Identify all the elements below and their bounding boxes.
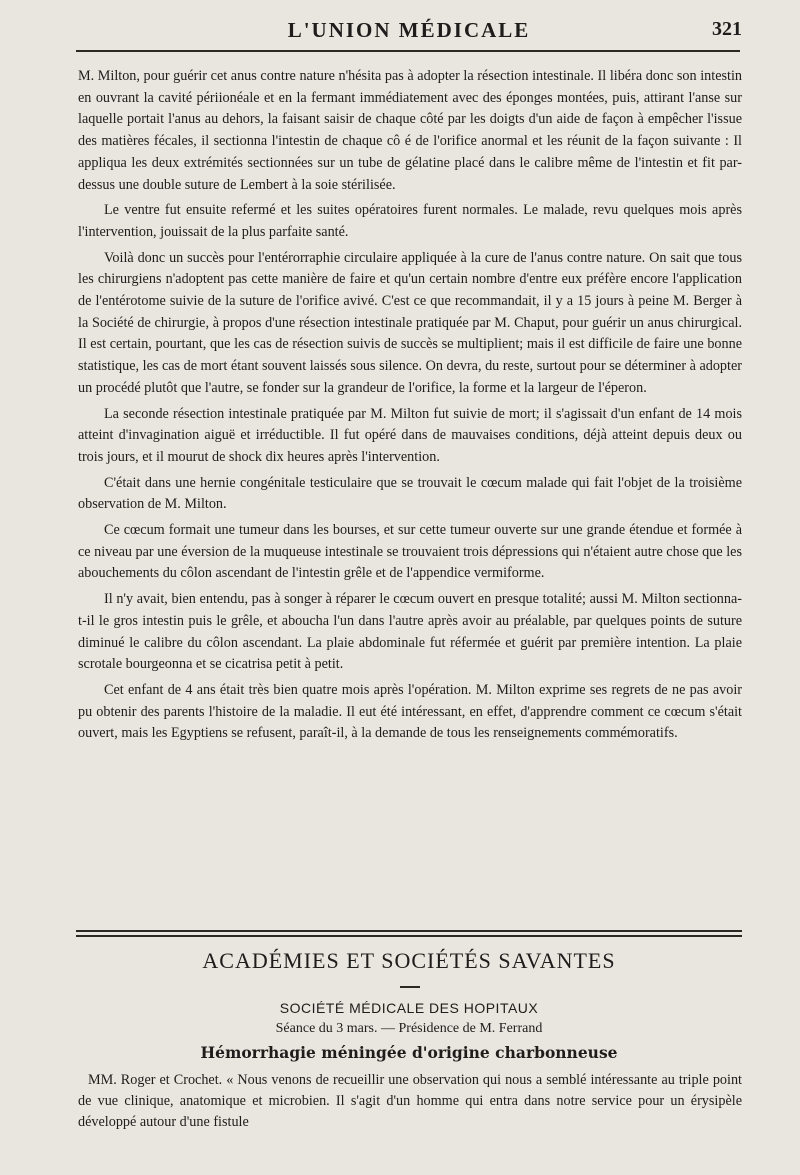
paragraph: Le ventre fut ensuite refermé et les suites opératoires furent normales. Le malade, revu quelques mois après l'intervention, jouissait de la plus parfaite santé. [78, 202, 742, 240]
divider-line [76, 930, 742, 932]
page-number: 321 [712, 18, 742, 40]
seance-line: Séance du 3 mars. — Présidence de M. Ferrand [275, 1021, 543, 1036]
divider-line [76, 935, 742, 937]
paragraph: La seconde résection intestinale pratiquée par M. Milton fut suivie de mort; il s'agissait d'un enfant de 14 mois atteint d'invagination aiguë et irréductible. Il fut opéré dans de mauvaises conditions, déjà atteint depuis deux ou trois jours, et il mourut de shock dix heures après l'intervention. [78, 405, 742, 465]
society-name: SOCIÉTÉ MÉDICALE DES HOPITAUX [279, 1000, 539, 1016]
journal-title: L'UNION MÉDICALE [287, 18, 531, 42]
short-rule [400, 986, 420, 988]
paragraph: Voilà donc un succès pour l'entérorraphie circulaire appliquée à la cure de l'anus contre nature. On sait que tous les chirurgiens n'adoptent pas cette manière de faire et qu'un certain nombre d'entre eux préfère encore l'application de l'entérotome suivie de la suture de l'orifice avivé. C'est ce que recommandait, il y a 15 jours à peine M. Berger à la Société de chirurgie, à propos d'une résection intestinale pratiquée par M. Chaput, pour guérir un anus chirurgical. Il est certain, pourtant, que les cas de résection suivis de succès se multiplient; mais il est difficile de faire une bonne statistique, les cas de mort étant souvent laissés sous silence. On devra, du reste, surtout pour se déterminer à adopter un procédé plutôt que l'autre, se fonder sur la grandeur de l'orifice, la forme et la largeur de l'éperon. [78, 249, 742, 396]
article-subtitle: Hémorrhagie méningée d'origine charbonneuse [200, 1043, 618, 1062]
paragraph: M. Milton, pour guérir cet anus contre nature n'hésita pas à adopter la résection intestinale. Il libéra donc son intestin en ouvrant la cavité périionéale et en la fermant immédiatement avec des éponges montées, puis, attirant l'anse sur laquelle portait l'anus au dehors, la faisant saisir de chaque côté par les doigts d'un aide de façon à empêcher l'issue des matières fécales, il sectionna l'intestin de chaque cô é de l'orifice anormal et les réunit de la façon suivante : Il appliqua les deux extrémités sectionnées sur un tube de gélatine placé dans le calibre même de l'intestin et fit par-dessus une double suture de Lembert à la soie stérilisée. [78, 68, 742, 193]
paragraph: Cet enfant de 4 ans était très bien quatre mois après l'opération. M. Milton exprime ses regrets de ne pas avoir pu obtenir des parents l'histoire de la maladie. Il eut été intéressant, en effet, d'apprendre comment ce cœcum s'était ouvert, mais les Egyptiens se refusent, paraît-il, à la demande de tous les renseignements commémoratifs. [78, 681, 742, 742]
paragraph: Ce cœcum formait une tumeur dans les bourses, et sur cette tumeur ouverte sur une grande étendue et formée à ce niveau par une éversion de la muqueuse intestinale se trouvaient trois dépressions qui n'étaient autre chose que les abouchements du côlon ascendant de l'intestin grêle et de l'appendice vermiforme. [78, 522, 742, 582]
section-heading: ACADÉMIES ET SOCIÉTÉS SAVANTES [202, 948, 616, 973]
paragraph: C'était dans une hernie congénitale testiculaire que se trouvait le cœcum malade qui fait l'objet de la troisième observation de M. Milton. [78, 474, 742, 513]
section-body [78, 1070, 742, 1133]
section-divider [76, 930, 742, 940]
paragraph: Il n'y avait, bien entendu, pas à songer à réparer le cœcum ouvert en presque totalité; aussi M. Milton sectionna-t-il le gros intestin puis le grêle, et aboucha l'un dans l'autre après avoir au préalable, par quelques points de suture diminué le calibre du côlon ascendant. La plaie abdominale fut réfermée et guérit par première intention. La plaie scrotale bourgeonna et se cicatrisa petit à petit. [78, 591, 742, 673]
page-header [76, 18, 742, 44]
paragraph: MM. Roger et Crochet. « Nous venons de recueillir une observation qui nous a semblé intéressante au triple point de vue clinique, anatomique et microbien. Il s'agit d'un homme qui entra dans notre service pour un érysipèle développé autour d'une fistule [78, 1072, 742, 1130]
header-rule [76, 50, 740, 52]
article-body [78, 66, 742, 749]
